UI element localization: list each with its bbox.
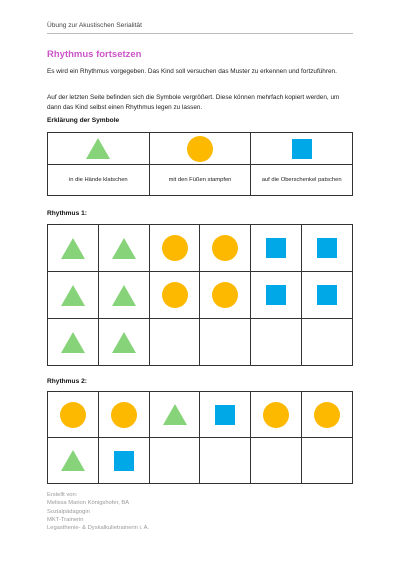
triangle-icon [112,332,136,353]
rhythm1-row [48,319,353,366]
legend-heading: Erklärung der Symbole [47,117,120,124]
square-icon [266,238,286,258]
footer-profession: Sozialpädagogin [47,508,90,515]
rhythm1-row [48,225,353,272]
legend-label-clap: in die Hände klatschen [48,165,150,196]
header-divider [47,33,353,34]
circle-icon [263,402,289,428]
circle-icon [212,282,238,308]
triangle-icon [112,285,136,306]
rhythm1-cell [98,272,149,319]
rhythm2-row [48,438,353,484]
legend-cell-circle [149,133,251,165]
rhythm1-cell [98,225,149,272]
rhythm1-grid [47,224,353,366]
rhythm2-cell [48,392,99,438]
circle-icon [212,235,238,261]
legend-label-stomp: mit den Füßen stampfen [149,165,251,196]
rhythm1-cell [251,272,302,319]
legend-cell-square [251,133,353,165]
rhythm1-cell [48,319,99,366]
triangle-icon [61,238,85,259]
rhythm2-grid [47,391,353,484]
rhythm1-heading: Rhythmus 1: [47,210,87,217]
rhythm1-cell [149,272,200,319]
rhythm1-empty-cell [251,319,302,366]
symbol-legend-table [47,132,353,196]
triangle-icon [86,138,110,159]
circle-icon [314,402,340,428]
rhythm2-cell [200,392,251,438]
rhythm1-cell [98,319,149,366]
rhythm2-heading: Rhythmus 2: [47,378,87,385]
square-icon [266,285,286,305]
rhythm1-cell [200,272,251,319]
rhythm1-cell [251,225,302,272]
rhythm1-cell [302,272,353,319]
footer-training: Legasthenie- & Dyskalkulietrainerin i. A. [47,525,150,532]
rhythm2-cell [98,392,149,438]
triangle-icon [112,238,136,259]
triangle-icon [61,332,85,353]
square-icon [317,285,337,305]
rhythm2-cell [302,392,353,438]
rhythm1-cell [200,225,251,272]
square-icon [317,238,337,258]
legend-cell-triangle [48,133,150,165]
rhythm1-cell [302,225,353,272]
footer-certification: MKT-Trainerin [47,516,84,523]
rhythm1-cell [149,225,200,272]
rhythm1-row [48,272,353,319]
circle-icon [111,402,137,428]
rhythm1-empty-cell [200,319,251,366]
rhythm1-empty-cell [149,319,200,366]
rhythm2-empty-cell [302,438,353,484]
rhythm1-cell [48,272,99,319]
rhythm1-empty-cell [302,319,353,366]
rhythm2-empty-cell [149,438,200,484]
rhythm2-cell [48,438,99,484]
intro-paragraph: Es wird ein Rhythmus vorgegeben. Das Kind soll versuchen das Muster zu erkennen und fortzuführen. [47,68,337,75]
square-icon [215,405,235,425]
rhythm2-cell [251,392,302,438]
square-icon [292,139,312,159]
triangle-icon [61,450,85,471]
triangle-icon [61,285,85,306]
rhythm2-empty-cell [200,438,251,484]
circle-icon [187,136,213,162]
instruction-paragraph: Auf der letzten Seite befinden sich die Symbole vergrößert. Diese können mehrfach kopiert werden, um dann das Kind selbst einen Rhythmus legen zu lassen. [47,94,340,111]
square-icon [114,451,134,471]
legend-label-pat: auf die Oberschenkel patschen [251,165,353,196]
page-header: Übung zur Akustischen Serialität [47,22,142,29]
rhythm1-cell [48,225,99,272]
author-footer [47,491,149,532]
circle-icon [162,235,188,261]
rhythm2-cell [98,438,149,484]
footer-author-name: Melissa Marion Königshofer, BA [47,500,130,507]
circle-icon [60,402,86,428]
rhythm2-empty-cell [251,438,302,484]
footer-created-by: Erstellt von: [47,492,78,498]
circle-icon [162,282,188,308]
page-title: Rhythmus fortsetzen [47,49,142,60]
triangle-icon [163,404,187,425]
rhythm2-row [48,392,353,438]
rhythm2-cell [149,392,200,438]
